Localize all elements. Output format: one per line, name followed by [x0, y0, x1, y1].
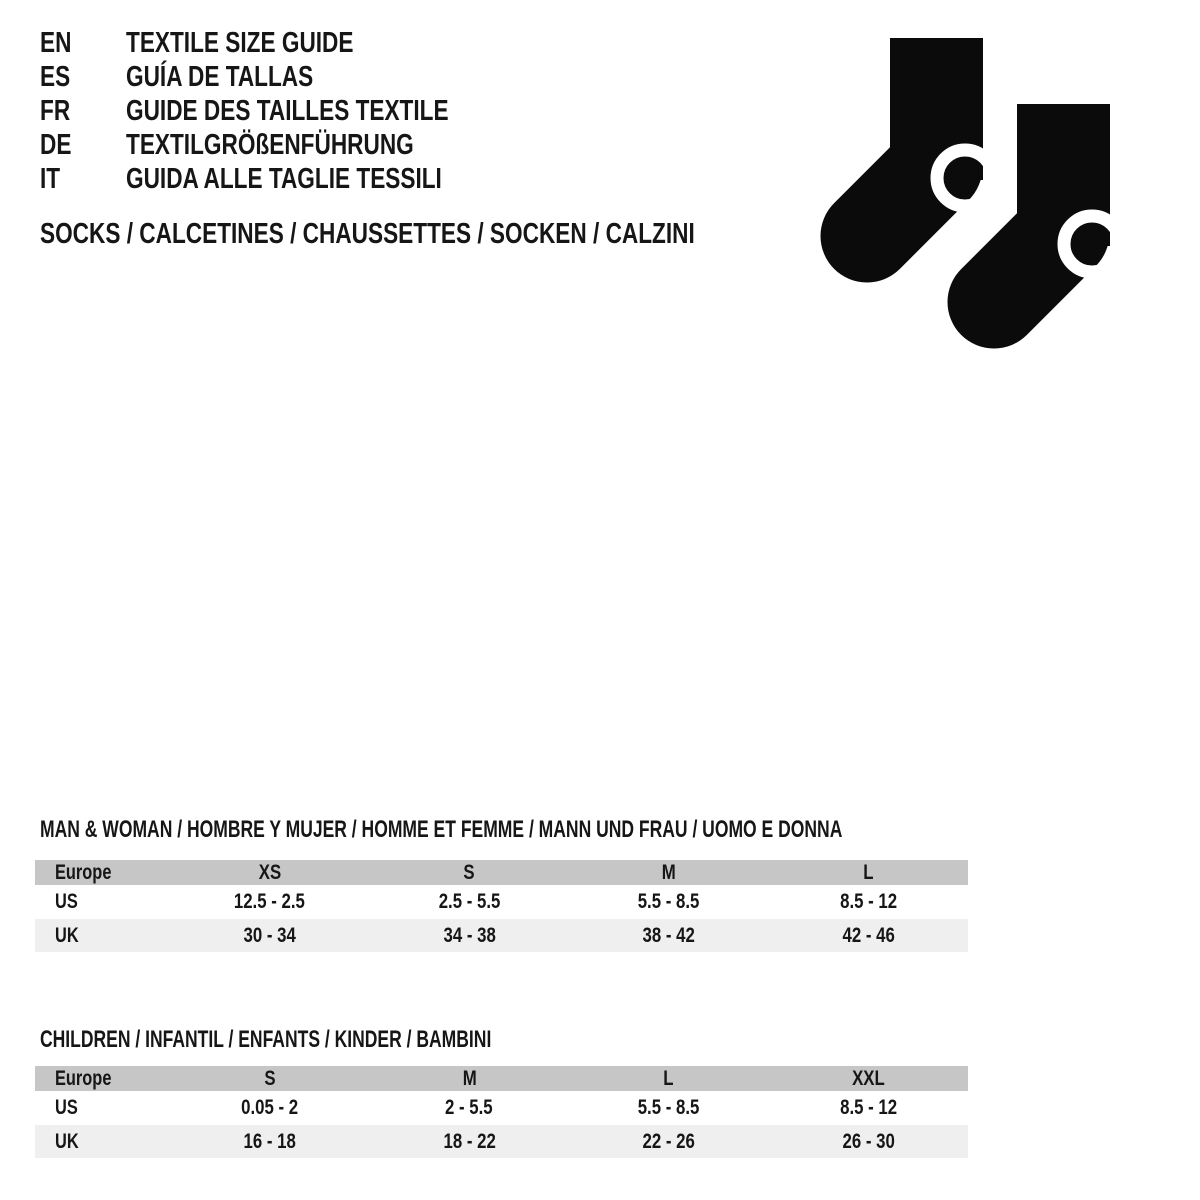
table-row-us — [35, 1091, 968, 1125]
table-title-children — [40, 1027, 658, 1053]
table-header-row — [35, 860, 968, 885]
language-code: FR — [40, 95, 71, 127]
cell-value: 8.5 - 12 — [839, 1096, 897, 1119]
size-table-adults — [35, 860, 968, 952]
language-code: IT — [40, 163, 61, 195]
cell-value: 38 - 42 — [642, 923, 695, 947]
language-row-it — [40, 162, 540, 196]
header-cell-size-l: L — [863, 860, 874, 884]
cell-value: 5.5 - 8.5 — [637, 1096, 700, 1119]
language-label: TEXTILE SIZE GUIDE — [126, 27, 354, 59]
cell-value: 42 - 46 — [842, 923, 895, 947]
row-label: US — [55, 890, 78, 913]
cell-value: 12.5 - 2.5 — [234, 890, 306, 913]
table-row-uk — [35, 919, 968, 952]
table-header-row — [35, 1066, 968, 1091]
category-line — [40, 218, 879, 250]
row-label: UK — [55, 923, 79, 947]
cell-value: 26 - 30 — [842, 1129, 895, 1153]
language-code: DE — [40, 129, 72, 161]
cell-value: 2 - 5.5 — [445, 1096, 494, 1119]
table-row-uk — [35, 1125, 968, 1158]
cell-value: 16 - 18 — [243, 1129, 296, 1153]
cell-value: 2.5 - 5.5 — [438, 890, 501, 913]
cell-value: 0.05 - 2 — [241, 1096, 299, 1119]
cell-value: 8.5 - 12 — [839, 890, 897, 913]
table-title-adults-text: MAN & WOMAN / HOMBRE Y MUJER / HOMME ET FEMME / MANN UND FRAU / UOMO E DONNA — [40, 816, 843, 843]
language-label: TEXTILGRÖßENFÜHRUNG — [126, 129, 414, 161]
language-label: GUÍA DE TALLAS — [126, 61, 314, 93]
header-cell-region: Europe — [55, 860, 112, 884]
header-cell-size-m: M — [661, 860, 676, 884]
language-label: GUIDA ALLE TAGLIE TESSILI — [126, 163, 442, 195]
header-cell-size-s: S — [264, 1066, 276, 1090]
header-cell-region: Europe — [55, 1066, 112, 1090]
header-cell-size-xs: XS — [258, 860, 281, 884]
cell-value: 5.5 - 8.5 — [637, 890, 700, 913]
cell-value: 18 - 22 — [443, 1129, 496, 1153]
row-label: US — [55, 1096, 78, 1119]
socks-icon — [810, 30, 1130, 360]
language-row-en — [40, 26, 540, 60]
cell-value: 22 - 26 — [642, 1129, 695, 1153]
language-row-fr — [40, 94, 540, 128]
language-label: GUIDE DES TAILLES TEXTILE — [126, 95, 449, 127]
category-line-text: SOCKS / CALCETINES / CHAUSSETTES / SOCKEN / CALZINI — [40, 218, 695, 250]
header-cell-size-xxl: XXL — [851, 1066, 885, 1090]
cell-value: 34 - 38 — [443, 923, 496, 947]
header-cell-size-l: L — [663, 1066, 674, 1090]
cell-value: 30 - 34 — [243, 923, 296, 947]
language-list — [40, 26, 540, 196]
table-title-adults — [40, 817, 1139, 843]
language-code: EN — [40, 27, 72, 59]
header-cell-size-m: M — [462, 1066, 477, 1090]
table-title-children-text: CHILDREN / INFANTIL / ENFANTS / KINDER / BAMBINI — [40, 1026, 492, 1053]
language-row-es — [40, 60, 540, 94]
language-code: ES — [40, 61, 71, 93]
size-table-children — [35, 1066, 968, 1158]
header-cell-size-s: S — [463, 860, 475, 884]
row-label: UK — [55, 1129, 79, 1153]
table-row-us — [35, 885, 968, 919]
language-row-de — [40, 128, 540, 162]
